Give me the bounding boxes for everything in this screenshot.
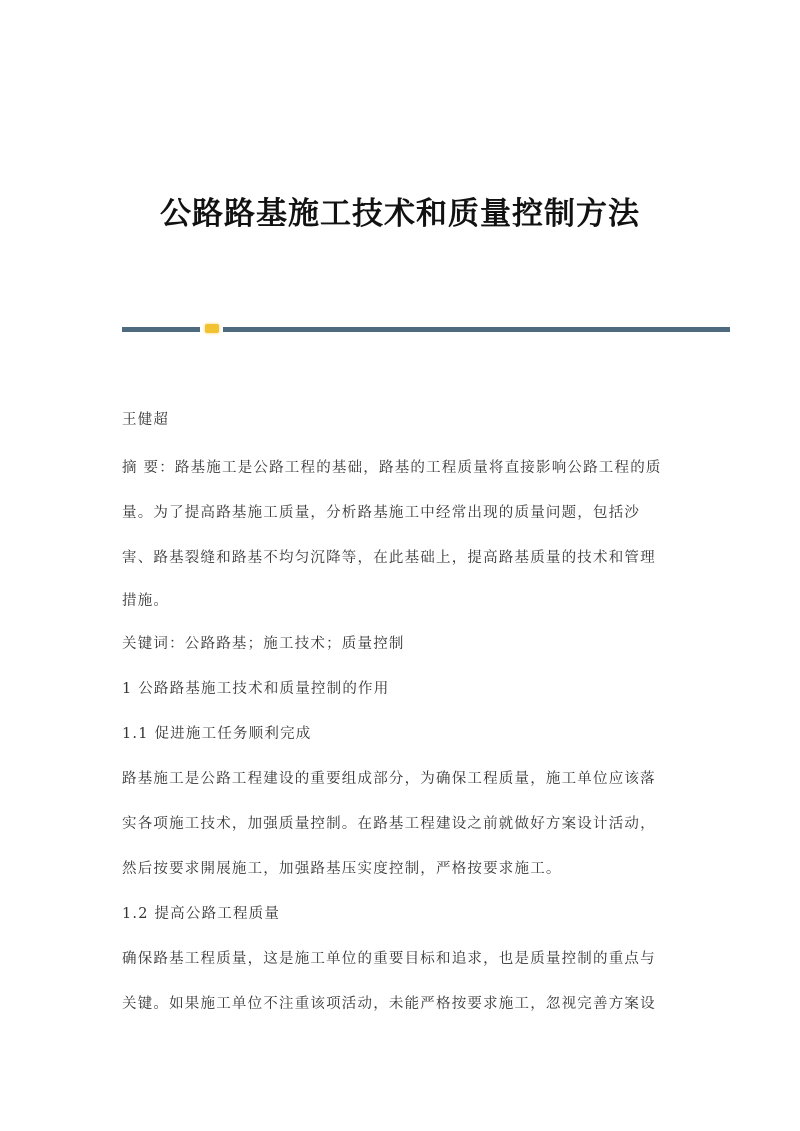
- keywords: 关键词：公路路基；施工技术；质量控制: [122, 636, 405, 652]
- document-title: 公路路基施工技术和质量控制方法: [160, 196, 640, 232]
- abstract-line: 害、路基裂缝和路基不均匀沉降等，在此基础上，提高路基质量的技术和管理: [122, 550, 656, 566]
- paragraph-line: 确保路基工程质量，这是施工单位的重要目标和追求，也是质量控制的重点与: [122, 951, 656, 967]
- divider-ornament-icon: [205, 324, 219, 333]
- abstract-line: 摘 要：路基施工是公路工程的基础，路基的工程质量将直接影响公路工程的质: [122, 460, 662, 476]
- paragraph-line: 实各项施工技术，加强质量控制。在路基工程建设之前就做好方案设计活动，: [122, 816, 656, 832]
- section-heading: 1 公路路基施工技术和质量控制的作用: [122, 681, 390, 697]
- author: 王健超: [122, 412, 170, 428]
- subsection-heading: 1.1 促进施工任务顺利完成: [122, 726, 312, 742]
- abstract-line: 量。为了提高路基施工质量，分析路基施工中经常出现的质量问题，包括沙: [122, 505, 641, 521]
- paragraph-line: 关键。如果施工单位不注重该项活动，未能严格按要求施工，忽视完善方案设: [122, 996, 656, 1012]
- paragraph-line: 路基施工是公路工程建设的重要组成部分，为确保工程质量，施工单位应该落: [122, 771, 656, 787]
- divider-left: [122, 327, 200, 332]
- subsection-heading: 1.2 提高公路工程质量: [122, 906, 281, 922]
- divider-right: [223, 327, 730, 332]
- paragraph-line: 然后按要求開展施工，加强路基压实度控制，严格按要求施工。: [122, 861, 562, 877]
- abstract-line: 措施。: [122, 593, 170, 609]
